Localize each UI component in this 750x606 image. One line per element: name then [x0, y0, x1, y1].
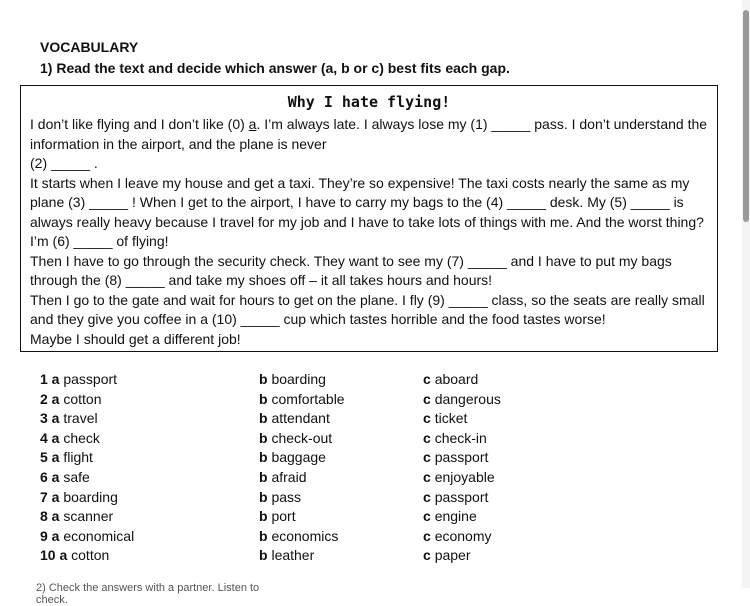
- option-word: boarding: [271, 371, 326, 387]
- option-word: check-out: [271, 429, 333, 446]
- option-letter: b: [259, 371, 268, 387]
- cut-off-next-instruction: 2) Check the answers with a partner. Listen to check.: [36, 582, 260, 606]
- option-c: [423, 489, 488, 505]
- option-c: [423, 508, 477, 524]
- option-b: [259, 469, 306, 485]
- passage-line: [30, 116, 707, 132]
- passage-line: Then I have to go through the security check. They want to see my (7) _____ and I have to put my bags: [30, 252, 672, 269]
- option-c: [423, 430, 487, 446]
- exercise-instruction: 1) Read the text and decide which answer (a, b or c) best fits each gap.: [40, 60, 510, 76]
- option-letter: 9 a: [40, 527, 60, 544]
- option-word: economy: [434, 527, 492, 544]
- option-a: [40, 528, 134, 544]
- option-letter: c: [423, 410, 431, 427]
- option-letter: b: [259, 488, 268, 505]
- option-letter: c: [423, 449, 431, 466]
- passage-line: plane (3) _____ ! When I get to the airport, I have to carry my bags to the (4) _____ desk. My (5) _____ is: [30, 194, 684, 210]
- option-word: passport: [434, 488, 489, 505]
- option-c: [423, 391, 501, 407]
- option-word: travel: [63, 410, 98, 427]
- option-letter: b: [259, 410, 268, 427]
- option-a: [40, 391, 102, 407]
- option-word: check-in: [434, 429, 487, 446]
- option-c: [423, 469, 495, 485]
- option-word: cotton: [63, 390, 102, 407]
- option-a: [40, 469, 90, 485]
- option-a: [40, 547, 109, 563]
- option-letter: c: [423, 508, 431, 525]
- option-word: boarding: [63, 488, 118, 505]
- option-a: [40, 430, 100, 446]
- option-a: [40, 371, 117, 387]
- option-word: flight: [63, 449, 93, 466]
- option-b: [259, 391, 345, 407]
- option-word: cotton: [71, 547, 110, 564]
- option-letter: b: [259, 508, 268, 525]
- option-word: baggage: [271, 449, 326, 466]
- option-c: [423, 410, 467, 426]
- option-word: engine: [434, 508, 477, 525]
- option-a: [40, 489, 118, 505]
- option-letter: c: [423, 429, 431, 446]
- option-letter: c: [423, 527, 431, 544]
- option-b: [259, 547, 314, 563]
- option-letter: b: [259, 449, 268, 466]
- option-letter: 3 a: [40, 410, 60, 427]
- option-letter: 2 a: [40, 390, 60, 407]
- option-c: [423, 547, 471, 563]
- option-b: [259, 489, 301, 505]
- option-a: [40, 508, 113, 524]
- option-c: [423, 449, 488, 465]
- option-letter: c: [423, 469, 431, 485]
- option-letter: 1 a: [40, 371, 60, 387]
- passage-line: I’m (6) _____ of flying!: [30, 233, 169, 249]
- passage-line: always really heavy because I travel for my job and I have to take lots of things with me. And the worst thing?: [30, 213, 704, 230]
- option-letter: 7 a: [40, 488, 60, 505]
- passage-line: and they give you coffee in a (10) _____ cup which tastes horrible and the food tastes worse!: [30, 311, 606, 327]
- passage-line: through the (8) _____ and take my shoes off – it all takes hours and hours!: [30, 272, 493, 288]
- option-letter: 10 a: [40, 547, 68, 564]
- option-letter: c: [423, 488, 431, 505]
- option-letter: b: [259, 547, 268, 564]
- passage-line: Maybe I should get a different job!: [30, 330, 241, 347]
- option-word: passport: [434, 449, 489, 466]
- reading-passage-box: [20, 85, 718, 352]
- option-word: economical: [63, 527, 135, 544]
- option-letter: 6 a: [40, 469, 60, 485]
- option-letter: b: [259, 469, 268, 485]
- option-word: dangerous: [434, 390, 501, 407]
- option-word: scanner: [63, 508, 114, 525]
- option-a: [40, 449, 93, 465]
- option-letter: b: [259, 527, 268, 544]
- option-letter: 8 a: [40, 508, 60, 525]
- option-word: paper: [434, 547, 471, 564]
- scrollbar-thumb[interactable]: [743, 10, 749, 222]
- option-b: [259, 371, 326, 387]
- passage-title: Why I hate flying!: [287, 93, 451, 111]
- option-b: [259, 410, 330, 426]
- passage-text: I don’t like flying and I don’t like (0): [30, 116, 249, 132]
- option-word: afraid: [271, 469, 307, 485]
- option-word: leather: [271, 547, 315, 564]
- option-word: attendant: [271, 410, 330, 427]
- option-a: [40, 410, 98, 426]
- option-b: [259, 528, 338, 544]
- passage-text: . I’m always late. I always lose my (1) _____ pass. I don’t understand the: [256, 116, 708, 132]
- option-word: passport: [63, 371, 118, 387]
- option-letter: b: [259, 390, 268, 407]
- option-c: [423, 371, 478, 387]
- option-word: ticket: [434, 410, 468, 427]
- option-word: port: [271, 508, 296, 525]
- option-letter: c: [423, 547, 431, 564]
- passage-line: information in the airport, and the plane is never: [30, 135, 327, 152]
- vertical-scrollbar[interactable]: [742, 0, 750, 588]
- passage-line: Then I go to the gate and wait for hours to get on the plane. I fly (9) _____ class, so the seats are really small: [30, 291, 705, 308]
- option-c: [423, 528, 492, 544]
- option-b: [259, 508, 296, 524]
- option-word: check: [63, 429, 100, 446]
- passage-line: (2) _____ .: [30, 155, 98, 171]
- option-letter: b: [259, 429, 268, 446]
- option-b: [259, 449, 326, 465]
- option-b: [259, 430, 332, 446]
- example-answer: a: [248, 116, 257, 132]
- option-letter: 4 a: [40, 429, 60, 446]
- option-letter: c: [423, 371, 431, 387]
- option-letter: 5 a: [40, 449, 60, 466]
- option-word: economics: [271, 527, 339, 544]
- option-letter: c: [423, 390, 431, 407]
- option-word: comfortable: [271, 390, 345, 407]
- option-word: pass: [271, 488, 302, 505]
- option-word: safe: [63, 469, 90, 485]
- option-word: enjoyable: [434, 469, 495, 485]
- section-heading: VOCABULARY: [40, 39, 139, 55]
- passage-line: It starts when I leave my house and get a taxi. They’re so expensive! The taxi costs nearly the same as my: [30, 174, 690, 191]
- option-word: aboard: [434, 371, 479, 387]
